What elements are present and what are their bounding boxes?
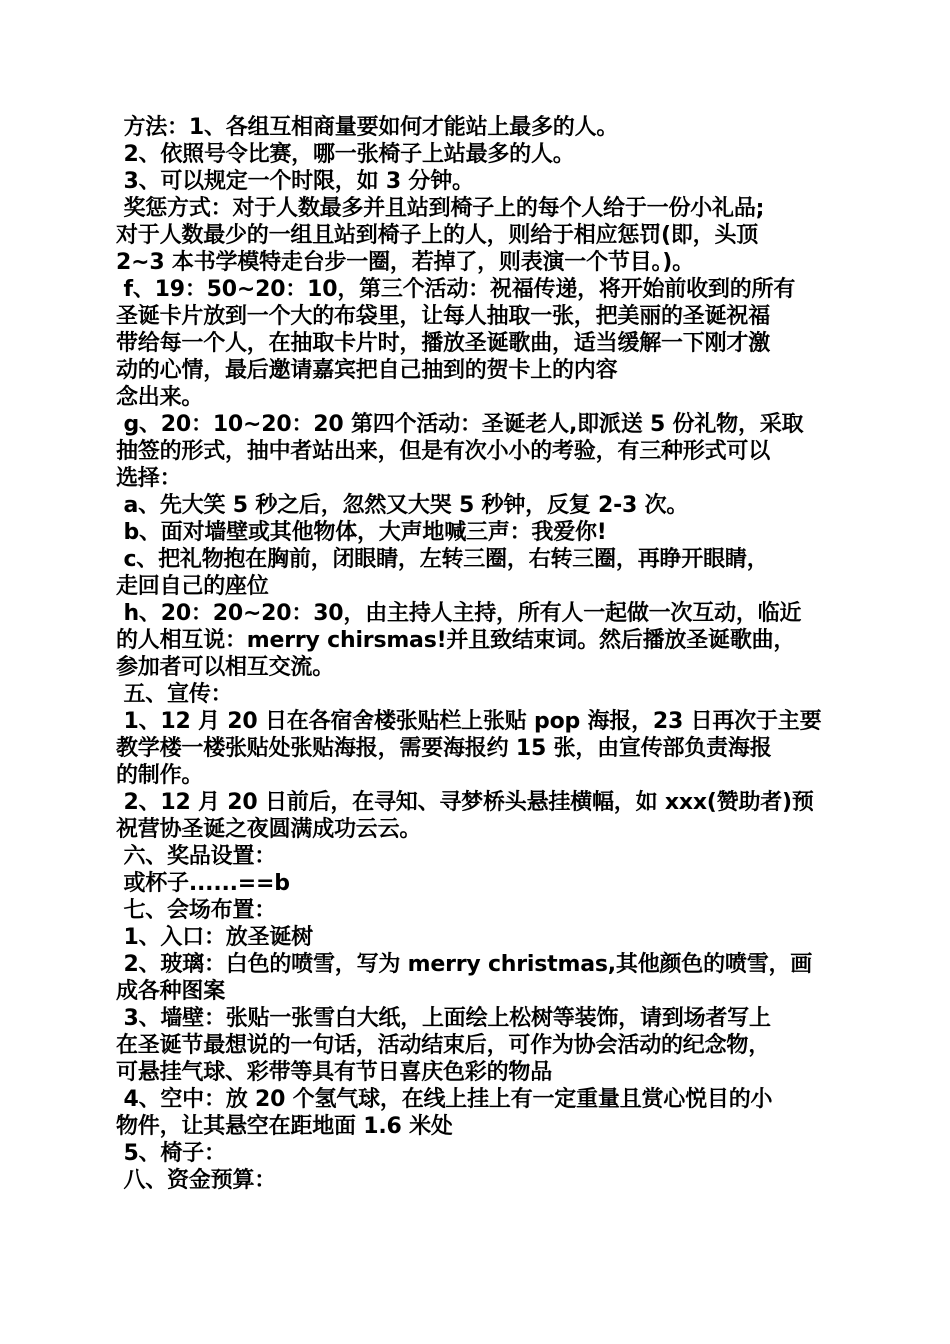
section-heading: 五、宣传： bbox=[116, 682, 233, 707]
text-line: 或杯子......==b bbox=[116, 871, 290, 896]
text-line: 2、玻璃：白色的喷雪，写为 merry christmas,其他颜色的喷雪，画 bbox=[116, 952, 813, 977]
text-line: c、把礼物抱在胸前，闭眼睛，左转三圈，右转三圈，再睁开眼睛， bbox=[116, 547, 769, 572]
text-line: 教学楼一楼张贴处张贴海报，需要海报约 15 张，由宣传部负责海报 bbox=[116, 736, 772, 761]
text-line: 成各种图案 bbox=[116, 979, 226, 1004]
text-line: 祝营协圣诞之夜圆满成功云云。 bbox=[116, 817, 422, 842]
text-line: 的制作。 bbox=[116, 763, 204, 788]
section-heading: 八、资金预算： bbox=[116, 1168, 277, 1193]
text-line: 4、空中：放 20 个氢气球，在线上挂上有一定重量且赏心悦目的小 bbox=[116, 1087, 773, 1112]
text-line: f、19：50~20：10，第三个活动：祝福传递，将开始前收到的所有 bbox=[116, 277, 796, 302]
document-body bbox=[116, 114, 840, 1194]
text-line: 走回自己的座位 bbox=[116, 574, 269, 599]
text-line: b、面对墙壁或其他物体，大声地喊三声：我爱你! bbox=[116, 520, 607, 545]
text-line: 2~3 本书学模特走台步一圈，若掉了，则表演一个节目。)。 bbox=[116, 250, 694, 275]
text-line: 的人相互说：merry chirsmas!并且致结束词。然后播放圣诞歌曲， bbox=[116, 628, 796, 653]
text-line: 抽签的形式，抽中者站出来，但是有次小小的考验，有三种形式可以 bbox=[116, 439, 771, 464]
text-line: 可悬挂气球、彩带等具有节日喜庆色彩的物品 bbox=[116, 1060, 553, 1085]
text-line: 1、12 月 20 日在各宿舍楼张贴栏上张贴 pop 海报，23 日再次于主要 bbox=[116, 709, 822, 734]
text-line: a、先大笑 5 秒之后，忽然又大哭 5 秒钟，反复 2-3 次。 bbox=[116, 493, 689, 518]
text-line: 念出来。 bbox=[116, 385, 204, 410]
text-line: 方法：1、各组互相商量要如何才能站上最多的人。 bbox=[116, 115, 619, 140]
text-line: 参加者可以相互交流。 bbox=[116, 655, 335, 680]
text-line: 在圣诞节最想说的一句话，活动结束后，可作为协会活动的纪念物， bbox=[116, 1033, 771, 1058]
text-line: 选择： bbox=[116, 466, 182, 491]
text-line: g、20：10~20：20 第四个活动：圣诞老人,即派送 5 份礼物，采取 bbox=[116, 412, 804, 437]
text-line: 动的心情，最后邀请嘉宾把自己抽到的贺卡上的内容 bbox=[116, 358, 618, 383]
section-heading: 六、奖品设置： bbox=[116, 844, 277, 869]
text-line: 圣诞卡片放到一个大的布袋里，让每人抽取一张，把美丽的圣诞祝福 bbox=[116, 304, 771, 329]
text-line: 1、入口：放圣诞树 bbox=[116, 925, 313, 950]
text-line: 5、椅子： bbox=[116, 1141, 226, 1166]
text-line: h、20：20~20：30，由主持人主持，所有人一起做一次互动，临近 bbox=[116, 601, 802, 626]
text-line: 奖惩方式：对于人数最多并且站到椅子上的每个人给于一份小礼品; bbox=[116, 196, 765, 221]
text-line: 物件，让其悬空在距地面 1.6 米处 bbox=[116, 1114, 453, 1139]
section-heading: 七、会场布置： bbox=[116, 898, 277, 923]
text-line: 2、12 月 20 日前后，在寻知、寻梦桥头悬挂横幅，如 xxx(赞助者)预 bbox=[116, 790, 814, 815]
text-line: 2、依照号令比赛，哪一张椅子上站最多的人。 bbox=[116, 142, 575, 167]
text-line: 带给每一个人，在抽取卡片时，播放圣诞歌曲，适当缓解一下刚才激 bbox=[116, 331, 771, 356]
text-line: 对于人数最少的一组且站到椅子上的人，则给于相应惩罚(即，头顶 bbox=[116, 223, 759, 248]
text-line: 3、墙壁：张贴一张雪白大纸，上面绘上松树等装饰，请到场者写上 bbox=[116, 1006, 771, 1031]
text-line: 3、可以规定一个时限，如 3 分钟。 bbox=[116, 169, 474, 194]
